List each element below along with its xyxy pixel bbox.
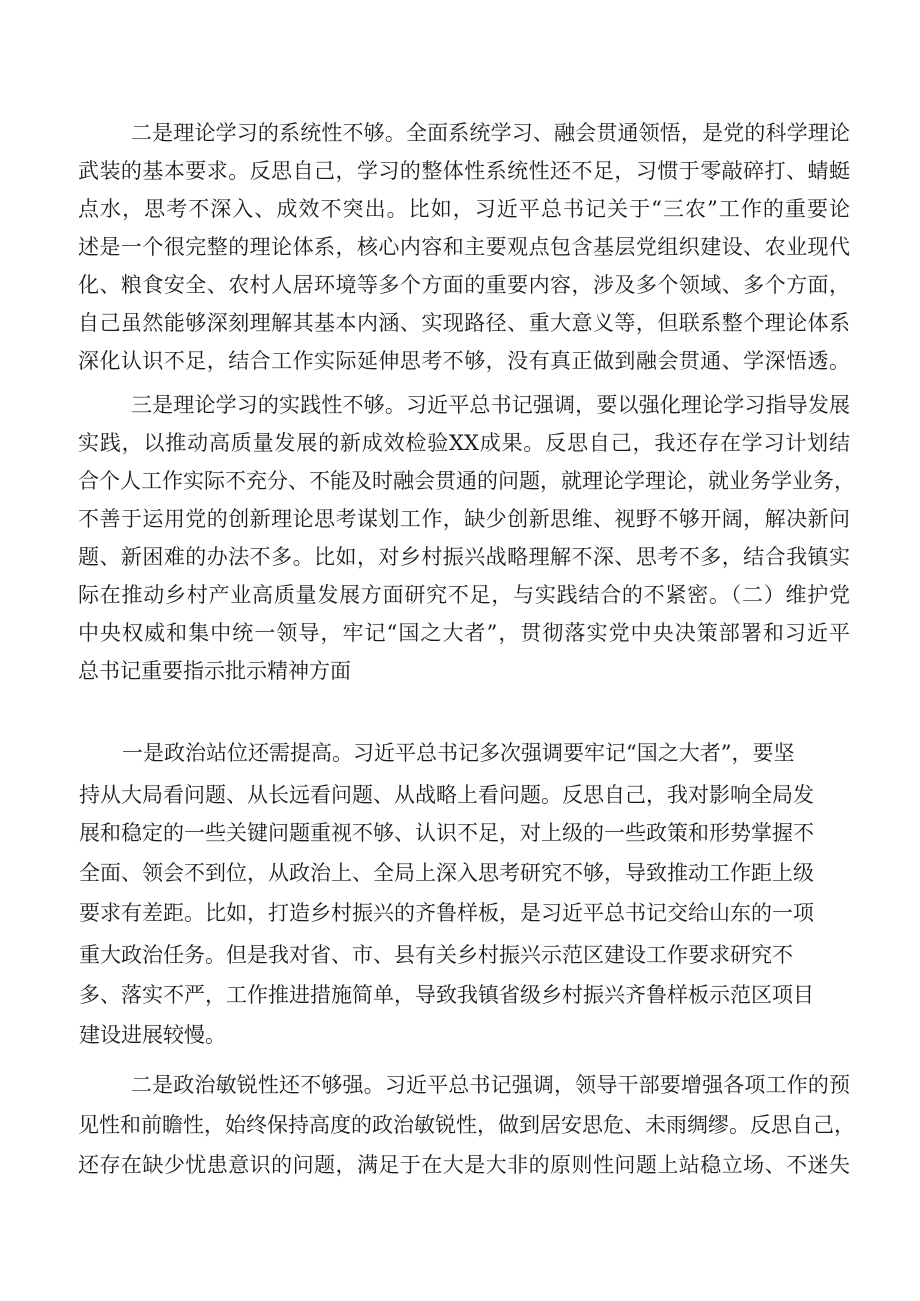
- text-line: 三是理论学习的实践性不够。习近平总书记强调，要以强化理论学习指导发展: [131, 393, 850, 417]
- text-line: 述是一个很完整的理论体系，核心内容和主要观点包含基层党组织建设、农业现代: [78, 235, 850, 259]
- text-line: 际在推动乡村产业高质量发展方面研究不足，与实践结合的不紧密。（二）维护党: [78, 583, 850, 607]
- text-line: 一是政治站位还需提高。习近平总书记多次强调要牢记“国之大者”，要坚: [122, 741, 795, 765]
- text-line: 深化认识不足，结合工作实际延伸思考不够，没有真正做到融会贯通、学深悟透。: [78, 349, 850, 373]
- text-line: 建设进展较慢。: [79, 1023, 226, 1047]
- text-line: 不善于运用党的创新理论思考谋划工作，缺少创新思维、视野不够开阔，解决新问: [78, 507, 850, 531]
- text-line: 总书记重要指示批示精神方面: [78, 659, 351, 683]
- text-line: 展和稳定的一些关键问题重视不够、认识不足，对上级的一些政策和形势掌握不: [79, 821, 814, 845]
- text-line: 持从大局看问题、从长远看问题、从战略上看问题。反思自己，我对影响全局发: [79, 783, 814, 807]
- text-line: 中央权威和集中统一领导，牢记“国之大者”，贯彻落实党中央决策部署和习近平: [78, 621, 850, 645]
- text-line: 重大政治任务。但是我对省、市、县有关乡村振兴示范区建设工作要求研究不: [79, 943, 793, 967]
- text-line: 还存在缺少忧患意识的问题，满足于在大是大非的原则性问题上站稳立场、不迷失: [78, 1153, 850, 1177]
- text-line: 多、落实不严，工作推进措施简单，导致我镇省级乡村振兴齐鲁样板示范区项目: [79, 983, 814, 1007]
- text-line: 实践，以推动高质量发展的新成效检验XX成果。反思自己，我还存在学习计划结: [78, 431, 850, 455]
- text-line: 二是政治敏锐性还不够强。习近平总书记强调，领导干部要增强各项工作的预: [131, 1073, 850, 1097]
- text-line: 全面、领会不到位，从政治上、全局上深入思考研究不够，导致推动工作距上级: [79, 861, 814, 885]
- text-line: 武装的基本要求。反思自己，学习的整体性系统性还不足，习惯于零敲碎打、蜻蜓: [78, 159, 850, 183]
- text-line: 见性和前瞻性，始终保持高度的政治敏锐性，做到居安思危、未雨绸缪。反思自己，: [78, 1113, 855, 1137]
- text-line: 合个人工作实际不充分、不能及时融会贯通的问题，就理论学理论，就业务学业务，: [78, 469, 855, 493]
- text-line: 化、粮食安全、农村人居环境等多个方面的重要内容，涉及多个领域、多个方面，: [78, 273, 850, 297]
- text-line: 点水，思考不深入、成效不突出。比如，习近平总书记关于“三农”工作的重要论: [78, 197, 850, 221]
- text-line: 题、新困难的办法不多。比如，对乡村振兴战略理解不深、思考不多，结合我镇实: [78, 545, 850, 569]
- text-line: 自己虽然能够深刻理解其基本内涵、实现路径、重大意义等，但联系整个理论体系: [78, 311, 850, 335]
- text-line: 要求有差距。比如，打造乡村振兴的齐鲁样板，是习近平总书记交给山东的一项: [79, 901, 814, 925]
- text-line: 二是理论学习的系统性不够。全面系统学习、融会贯通领悟，是党的科学理论: [131, 121, 850, 145]
